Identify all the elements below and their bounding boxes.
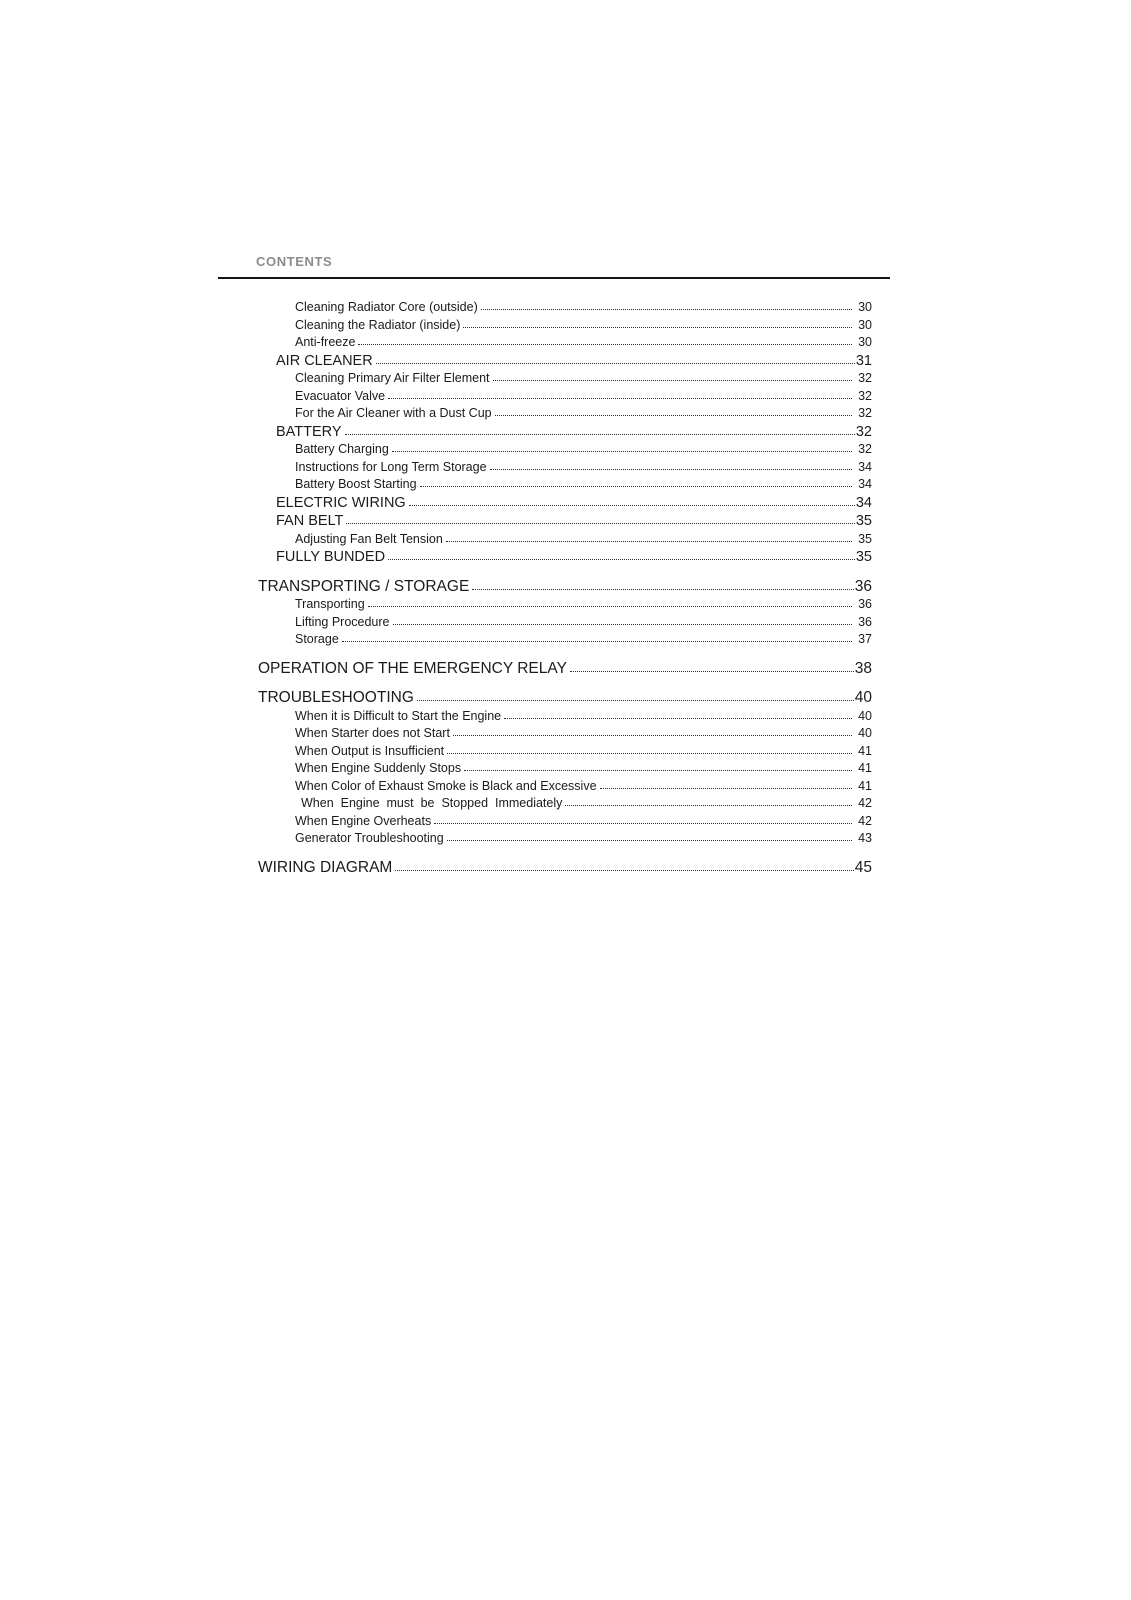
toc-entry [218, 405, 890, 423]
dot-leader [493, 380, 853, 381]
toc-entry [218, 370, 890, 388]
toc-entry [218, 596, 890, 614]
toc-entry [218, 494, 890, 513]
toc-entry-page: 42 [858, 796, 872, 810]
toc-entry-label: OPERATION OF THE EMERGENCY RELAY [258, 659, 567, 677]
toc-entry [218, 531, 890, 549]
toc-entry-label: Lifting Procedure [295, 614, 390, 629]
toc-entry [218, 334, 890, 352]
toc-entry-label: FAN BELT [276, 513, 344, 529]
toc-entry-label: When Engine must be Stopped Immediately [301, 796, 563, 810]
dot-leader [368, 606, 852, 607]
toc-entry-label: Cleaning the Radiator (inside) [295, 317, 461, 332]
toc-entry [218, 423, 890, 442]
dot-leader [388, 559, 855, 560]
toc-entry-page: 36 [858, 597, 872, 611]
toc-entry [218, 299, 890, 317]
dot-leader [447, 840, 852, 841]
contents-heading: CONTENTS [256, 254, 333, 269]
toc-entry-label: Battery Boost Starting [295, 477, 417, 491]
toc-entry-label: WIRING DIAGRAM [258, 858, 393, 876]
toc-entry-page: 37 [858, 632, 872, 646]
toc-entry [218, 813, 890, 831]
toc-entry-page: 40 [858, 726, 872, 740]
toc-entry [218, 778, 890, 796]
toc-entry-page: 34 [858, 459, 872, 474]
toc-entry-page: 41 [858, 761, 872, 775]
dot-leader [417, 700, 854, 701]
toc-entry-page: 32 [855, 423, 872, 440]
toc-entry-page: 32 [858, 442, 872, 456]
toc-entry-page: 40 [858, 708, 872, 723]
toc-entry-page: 42 [858, 813, 872, 828]
toc-entry-label: Storage [295, 632, 339, 646]
toc-entry [218, 317, 890, 335]
dot-leader [447, 753, 852, 754]
toc-entry-page: 32 [858, 371, 872, 385]
toc-entry-label: Battery Charging [295, 442, 389, 456]
toc-entry [218, 725, 890, 743]
toc-entry-page: 34 [855, 494, 872, 511]
dot-leader [346, 523, 854, 524]
dot-leader [495, 415, 852, 416]
toc-entry-label: When Output is Insufficient [295, 743, 445, 758]
toc-entry-label: Instructions for Long Term Storage [295, 459, 487, 474]
toc-entry-page: 35 [858, 531, 872, 546]
dot-leader [464, 770, 852, 771]
page-header [218, 254, 890, 279]
toc-entry-label: Adjusting Fan Belt Tension [295, 531, 443, 546]
toc-entry-page: 31 [855, 352, 872, 369]
dot-leader [600, 788, 853, 789]
dot-leader [342, 641, 852, 642]
toc-entry-label: When Starter does not Start [295, 726, 450, 740]
toc-entry [218, 441, 890, 459]
toc-entry-page: 40 [854, 689, 872, 706]
toc-entry-label: Anti-freeze [295, 335, 356, 349]
toc-entry [218, 660, 890, 679]
dot-leader [570, 671, 854, 672]
dot-leader [472, 589, 853, 590]
dot-leader [392, 451, 852, 452]
toc-entry [218, 476, 890, 494]
dot-leader [446, 541, 852, 542]
toc-entry-page: 41 [858, 778, 872, 793]
toc-entry [218, 631, 890, 649]
toc-entry [218, 795, 890, 813]
dot-leader [345, 434, 855, 435]
table-of-contents [218, 279, 890, 877]
dot-leader [504, 718, 852, 719]
toc-entry-page: 30 [858, 335, 872, 349]
toc-entry-label: AIR CLEANER [276, 352, 373, 369]
dot-leader [463, 327, 852, 328]
toc-entry-label: When Engine Suddenly Stops [295, 761, 462, 775]
dot-leader [481, 309, 852, 310]
toc-entry-page: 41 [858, 743, 872, 758]
page-content [218, 254, 890, 877]
toc-entry [218, 512, 890, 531]
toc-entry [218, 859, 890, 878]
toc-entry-page: 32 [858, 388, 872, 403]
toc-entry [218, 830, 890, 848]
toc-entry-label: When it is Difficult to Start the Engine [295, 708, 502, 723]
toc-entry-page: 30 [858, 317, 872, 332]
toc-entry [218, 388, 890, 406]
toc-entry [218, 578, 890, 597]
toc-entry [218, 459, 890, 477]
toc-entry-page: 45 [854, 858, 872, 876]
toc-entry-page: 35 [855, 513, 872, 529]
dot-leader [358, 344, 852, 345]
toc-entry-page: 36 [858, 614, 872, 629]
toc-entry [218, 352, 890, 371]
toc-entry-label: When Color of Exhaust Smoke is Black and Excessive [295, 778, 597, 793]
toc-entry-page: 35 [855, 549, 872, 565]
toc-entry-label: For the Air Cleaner with a Dust Cup [295, 406, 492, 420]
toc-entry-page: 36 [854, 577, 872, 595]
toc-entry-label: Evacuator Valve [295, 388, 386, 403]
toc-entry-label: TRANSPORTING / STORAGE [258, 577, 470, 595]
toc-entry-label: Cleaning Radiator Core (outside) [295, 300, 478, 314]
toc-entry [218, 708, 890, 726]
toc-entry-label: ELECTRIC WIRING [276, 494, 406, 511]
toc-entry-page: 34 [858, 477, 872, 491]
dot-leader [434, 823, 852, 824]
dot-leader [409, 505, 855, 506]
toc-entry [218, 760, 890, 778]
toc-entry-page: 32 [858, 406, 872, 420]
dot-leader [420, 486, 853, 487]
toc-entry [218, 689, 890, 708]
dot-leader [388, 398, 852, 399]
toc-entry [218, 743, 890, 761]
toc-entry-label: Generator Troubleshooting [295, 831, 444, 845]
toc-entry [218, 614, 890, 632]
dot-leader [453, 735, 852, 736]
toc-entry-label: TROUBLESHOOTING [258, 689, 414, 706]
dot-leader [393, 624, 853, 625]
toc-entry [218, 548, 890, 567]
toc-entry-page: 38 [854, 659, 872, 677]
toc-entry-label: When Engine Overheats [295, 813, 432, 828]
toc-entry-label: FULLY BUNDED [276, 549, 386, 565]
toc-entry-label: Transporting [295, 597, 365, 611]
dot-leader [376, 363, 855, 364]
dot-leader [395, 870, 853, 871]
toc-entry-page: 43 [858, 831, 872, 845]
dot-leader [565, 805, 852, 806]
toc-entry-label: Cleaning Primary Air Filter Element [295, 371, 490, 385]
toc-entry-label: BATTERY [276, 423, 342, 440]
dot-leader [490, 469, 853, 470]
toc-entry-page: 30 [858, 300, 872, 314]
